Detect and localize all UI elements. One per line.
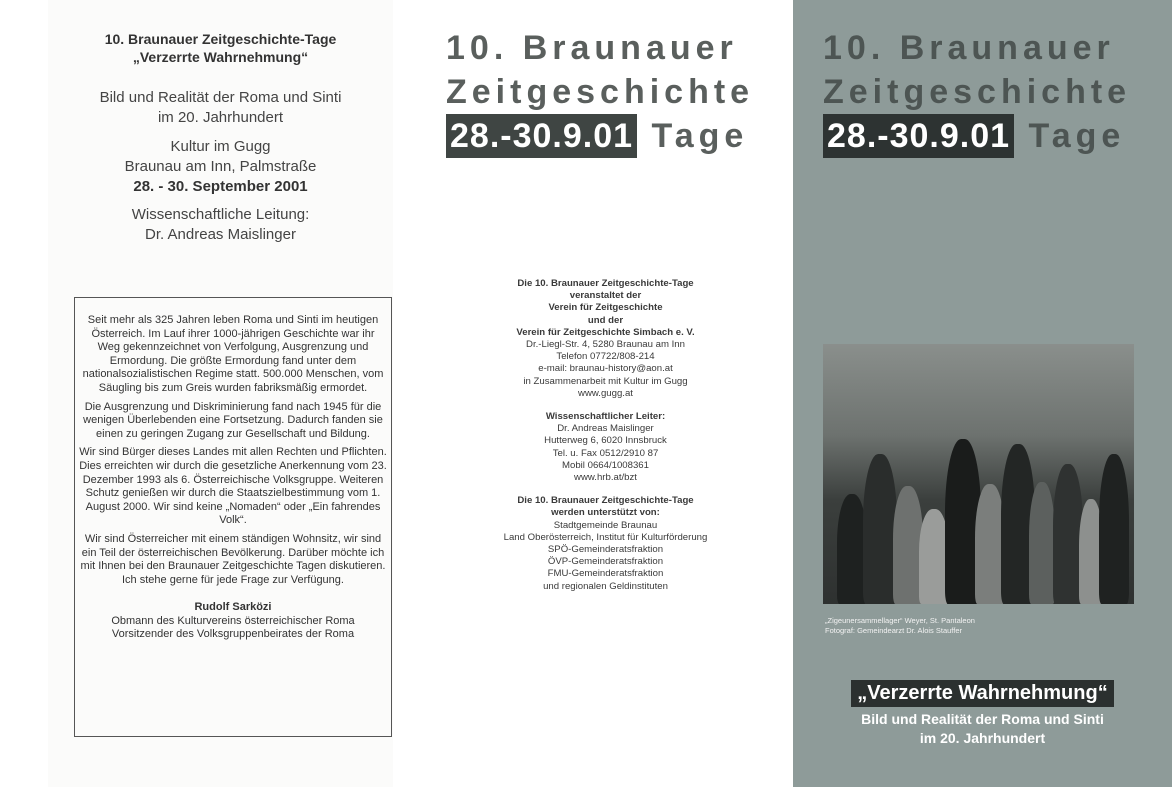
event-heading-line1: 10. Braunauer Zeitgeschichte-Tage — [104, 31, 337, 47]
org-header-1: Die 10. Braunauer Zeitgeschichte-Tage — [517, 278, 694, 289]
caption-line2: Fotograf: Gemeindearzt Dr. Alois Stauffer — [825, 626, 963, 635]
back-panel — [408, 0, 793, 787]
org-header-5: Verein für Zeitgeschichte Simbach e. V. — [516, 326, 695, 338]
lead-label: Wissenschaftliche Leitung: — [131, 206, 310, 223]
leader-header: Wissenschaftlicher Leiter: — [545, 411, 666, 423]
cover-subtitle-line2: im 20. Jahrhundert — [919, 730, 1046, 746]
event-subtitle — [48, 88, 393, 128]
org-header-4: und der — [587, 314, 624, 326]
caption-line1: „Zigeunersammellager“ Weyer, St. Pantaleon — [825, 616, 975, 625]
venue-line1: Kultur im Gugg — [170, 138, 271, 155]
org-detail-phone: Telefon 07722/808-214 — [556, 351, 655, 363]
title-line3 — [446, 114, 754, 158]
supporter-item: und regionalen Geldinstituten — [543, 580, 668, 592]
front-title-tage: Tage — [1028, 117, 1126, 155]
title-line2: Zeitgeschichte — [446, 73, 755, 111]
event-heading — [48, 30, 393, 66]
lead-name: Dr. Andreas Maislinger — [145, 226, 296, 243]
supporter-item: FMU-Gemeinderatsfraktion — [547, 568, 664, 580]
front-cover-title — [823, 26, 1131, 158]
supporter-item: Land Oberösterreich, Institut für Kulturförderung — [503, 531, 708, 543]
foreword-paragraph-3: Wir sind Bürger dieses Landes mit allen Rechten und Pflichten. Dies erreichten wir durch die gesetzliche Anerkennung vom 23. Dezember 1993 als 6. Österreichische Volksgruppe. Weiteren Schutz genießen wir durch die Staatszielbestimmung vom 1. August 2000. Wir sind keine „Nomaden“ oder „Ein fahrendes Volk“. — [79, 446, 387, 527]
org-detail-web: www.gugg.at — [578, 387, 633, 399]
signature-role1: Obmann des Kulturvereins österreichischer Roma — [111, 614, 355, 627]
support-header-1: Die 10. Braunauer Zeitgeschichte-Tage — [517, 495, 694, 507]
cover-subtitle-block — [793, 680, 1172, 748]
foreword-paragraph-1: Seit mehr als 325 Jahren leben Roma und Sinti im heutigen Österreich. Im Lauf ihrer 1000-jährigen Geschichte war ihr Weg gekennzeichnet von Verfolgung, Ausgrenzung und Ermordung. Die größte Ermordung fand unter dem nationalsozialistischen Regime statt. 500.000 Menschen, vom Säugling bis zum Greis wurden fabriksmäßig ermordet. — [82, 314, 384, 394]
org-header-2: veranstaltet der — [569, 290, 642, 302]
signature-name: Rudolf Sarközi — [194, 601, 272, 614]
inside-panel — [48, 0, 393, 787]
signature-role2: Vorsitzender des Volksgruppenbeirates der Roma — [111, 628, 355, 641]
event-date: 28. - 30. September 2001 — [133, 178, 308, 195]
front-title-line1: 10. Braunauer — [823, 29, 1115, 67]
leader-mobile: Mobil 0664/1008361 — [562, 459, 649, 471]
cover-title — [446, 26, 754, 158]
front-title-line2: Zeitgeschichte — [823, 73, 1132, 111]
front-title-date: 28.-30.9.01 — [823, 114, 1014, 158]
front-cover-panel — [793, 0, 1172, 787]
support-header-2: werden unterstützt von: — [551, 507, 660, 519]
title-date: 28.-30.9.01 — [446, 114, 637, 158]
leader-address: Hutterweg 6, 6020 Innsbruck — [544, 435, 667, 447]
front-title-line3 — [823, 114, 1131, 158]
org-detail-partner: in Zusammenarbeit mit Kultur im Gugg — [523, 375, 688, 387]
event-heading-line2: „Verzerrte Wahrnehmung“ — [132, 49, 309, 65]
page-margin — [0, 0, 48, 787]
historical-group-photo — [823, 344, 1134, 604]
supporter-item: SPÖ-Gemeinderatsfraktion — [547, 544, 664, 556]
foreword-paragraph-2: Die Ausgrenzung und Diskriminierung fand nach 1945 für die wenigen Überlebenden eine Fortsetzung. Dadurch fanden sie einen zu geringen Zugang zur Gesellschaft und Bildung. — [83, 400, 383, 440]
foreword-paragraph-4: Wir sind Österreicher mit einem ständigen Wohnsitz, wir sind ein Teil der österreichischen Bevölkerung. Darüber möchte ich mit Ihnen bei den Braunauer Zeitgeschichte Tagen diskutieren. Ich stehe gerne für jede Frage zur Verfügung. — [80, 532, 386, 586]
scientific-lead — [48, 205, 393, 245]
cover-subtitle-line1: Bild und Realität der Roma und Sinti — [861, 711, 1104, 727]
cover-theme-band: „Verzerrte Wahrnehmung“ — [851, 680, 1113, 707]
photo-caption — [825, 616, 975, 636]
org-detail-address: Dr.-Liegl-Str. 4, 5280 Braunau am Inn — [526, 339, 685, 351]
subtitle-line2: im 20. Jahrhundert — [157, 109, 284, 126]
foreword-box — [74, 297, 392, 737]
supporter-item: Stadtgemeinde Braunau — [553, 519, 658, 531]
leader-name: Dr. Andreas Maislinger — [557, 423, 654, 435]
organizer-info — [458, 278, 753, 593]
title-line1: 10. Braunauer — [446, 29, 738, 67]
title-tage: Tage — [651, 117, 749, 155]
venue-line2: Braunau am Inn, Palmstraße — [124, 158, 317, 175]
org-header-3: Verein für Zeitgeschichte — [548, 302, 663, 314]
leader-web: www.hrb.at/bzt — [574, 472, 637, 484]
subtitle-line1: Bild und Realität der Roma und Sinti — [99, 89, 342, 106]
leader-phone: Tel. u. Fax 0512/2910 87 — [552, 447, 659, 459]
supporter-item: ÖVP-Gemeinderatsfraktion — [547, 556, 664, 568]
org-detail-email: e-mail: braunau-history@aon.at — [538, 363, 673, 375]
event-venue — [48, 137, 393, 197]
